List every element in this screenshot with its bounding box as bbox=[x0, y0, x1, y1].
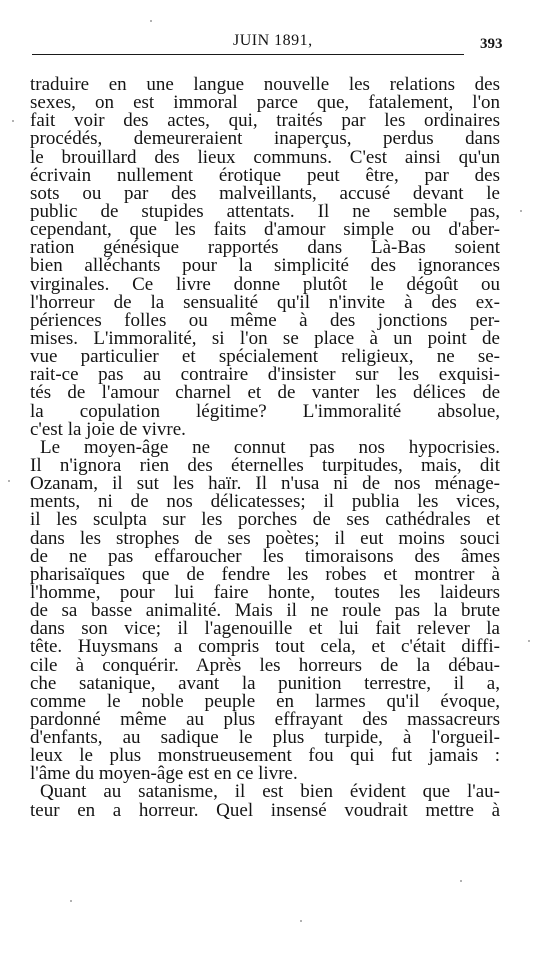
text-line: cile à conquérir. Après les horreurs de la débau- bbox=[30, 654, 500, 676]
text-line: rait-ce pas au contraire d'insister sur les exquisi- bbox=[30, 364, 500, 386]
scan-speck bbox=[70, 900, 72, 902]
text-line: Il n'ignora rien des éternelles turpitudes, mais, dit bbox=[30, 454, 500, 476]
text-line: écrivain nullement érotique peut être, par des bbox=[30, 164, 500, 186]
text-line: comme le noble peuple en larmes qu'il évoque, bbox=[30, 690, 500, 712]
scan-speck bbox=[520, 210, 522, 212]
text-line: il les sculpta sur les porches de ses cathédrales et bbox=[30, 509, 500, 531]
body-text bbox=[30, 76, 500, 820]
text-line: périences folles ou même à des jonctions per- bbox=[30, 309, 500, 331]
text-line: vue particulier et spécialement religieux, ne se- bbox=[30, 346, 500, 368]
text-line: traduire en une langue nouvelle les relations des bbox=[30, 74, 500, 95]
text-line: sexes, on est immoral parce que, fatalement, l'on bbox=[30, 92, 500, 114]
text-line: procédés, demeureraient inaperçus, perdus dans bbox=[30, 128, 500, 150]
text-line: teur en a horreur. Quel insensé voudrait mettre à bbox=[30, 799, 500, 821]
text-line: che satanique, avant la punition terrestre, il a, bbox=[30, 672, 500, 694]
text-line: mises. L'immoralité, si l'on se place à un point de bbox=[30, 327, 500, 349]
header-rule bbox=[32, 54, 464, 55]
running-head: JUIN 1891, bbox=[233, 32, 313, 49]
text-line: cependant, que les faits d'amour simple ou d'aber- bbox=[30, 219, 500, 241]
text-line: de ne pas effaroucher les timoraisons des âmes bbox=[30, 545, 500, 567]
text-line: la copulation légitime? L'immoralité absolue, bbox=[30, 400, 500, 422]
scan-speck bbox=[12, 120, 14, 122]
scan-speck bbox=[528, 640, 530, 642]
text-line: ments, ni de nos délicatesses; il publia les vices, bbox=[30, 491, 500, 513]
text-line: Quant au satanisme, il est bien évident que l'au- bbox=[40, 781, 500, 803]
page-number: 393 bbox=[480, 36, 503, 52]
text-line: leux le plus monstrueusement fou qui fut jamais : bbox=[30, 745, 500, 767]
text-line: dans les strophes de ses poètes; il eut moins souci bbox=[30, 527, 500, 549]
text-line: d'enfants, au sadique le plus turpide, à l'orgueil- bbox=[30, 727, 500, 749]
text-line: c'est la joie de vivre. bbox=[30, 418, 186, 440]
text-line: tés de l'amour charnel et de vanter les délices de bbox=[30, 382, 500, 404]
scan-speck bbox=[150, 20, 152, 22]
text-line: de sa basse animalité. Mais il ne roule pas la brute bbox=[30, 600, 500, 622]
text-line: pardonné même au plus effrayant des massacreurs bbox=[30, 708, 500, 730]
text-line: virginales. Ce livre donne plutôt le dégoût ou bbox=[30, 273, 500, 295]
text-line: pharisaïques que de fendre les robes et montrer à bbox=[30, 563, 500, 585]
text-line: dans son vice; il l'agenouille et lui fait relever la bbox=[30, 618, 500, 640]
text-line: l'homme, pour lui faire honte, toutes les laideurs bbox=[30, 581, 500, 603]
scan-speck bbox=[300, 920, 302, 922]
text-line: l'horreur de la sensualité qu'il n'invite à des ex- bbox=[30, 291, 500, 313]
text-line: Ozanam, il sut les haïr. Il n'usa ni de nos ménage- bbox=[30, 473, 500, 495]
text-line: ration génésique rapportés dans Là-Bas soient bbox=[30, 237, 500, 259]
text-line: sots ou par des malveillants, accusé devant le bbox=[30, 182, 500, 204]
text-line: tête. Huysmans a compris tout cela, et c'était diffi- bbox=[30, 636, 500, 658]
text-line: public de stupides attentats. Il ne semble pas, bbox=[30, 200, 500, 222]
scan-speck bbox=[8, 480, 10, 482]
scan-speck bbox=[460, 880, 462, 882]
text-line: l'âme du moyen-âge est en ce livre. bbox=[30, 763, 298, 785]
text-line: Le moyen-âge ne connut pas nos hypocrisies. bbox=[40, 436, 500, 458]
text-line: le brouillard des lieux communs. C'est ainsi qu'un bbox=[30, 146, 500, 168]
text-line: fait voir des actes, qui, traités par les ordinaires bbox=[30, 110, 500, 132]
text-line: bien alléchants pour la simplicité des ignorances bbox=[30, 255, 500, 277]
page-header bbox=[0, 32, 544, 56]
